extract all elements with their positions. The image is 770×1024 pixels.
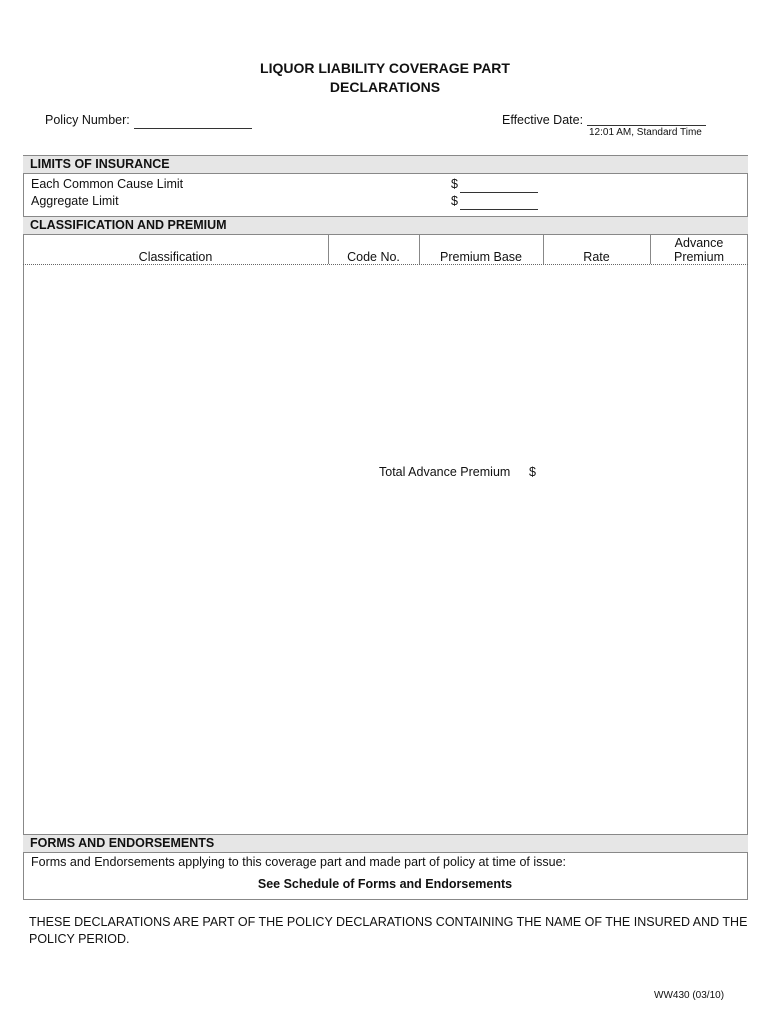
page-title-line1: LIQUOR LIABILITY COVERAGE PART (260, 60, 510, 76)
declarations-statement: THESE DECLARATIONS ARE PART OF THE POLICY DECLARATIONS CONTAINING THE NAME OF THE INSURED AND THE POLICY PERIOD. (29, 915, 748, 946)
aggregate-limit-label: Aggregate Limit (31, 194, 119, 208)
each-common-cause-limit-field[interactable] (460, 178, 538, 193)
column-header-classification: Classification (138, 250, 213, 264)
column-header-code-no: Code No. (347, 250, 400, 264)
column-header-premium-base: Premium Base (440, 250, 522, 264)
effective-time-note: 12:01 AM, Standard Time (589, 127, 702, 138)
aggregate-limit-currency: $ (451, 194, 458, 208)
forms-schedule-note: See Schedule of Forms and Endorsements (257, 877, 513, 891)
effective-date-field[interactable] (587, 111, 706, 126)
policy-number-label: Policy Number: (45, 113, 130, 127)
forms-section-heading: FORMS AND ENDORSEMENTS (23, 834, 748, 853)
each-common-cause-label: Each Common Cause Limit (31, 177, 184, 191)
effective-date-label: Effective Date: (502, 113, 584, 127)
column-header-advance-premium-line1: Advance (674, 236, 724, 250)
total-advance-premium-currency: $ (529, 465, 536, 479)
total-advance-premium-label: Total Advance Premium (379, 465, 511, 479)
aggregate-limit-field[interactable] (460, 195, 538, 210)
classification-entry-area[interactable] (26, 267, 748, 461)
classification-section-heading: CLASSIFICATION AND PREMIUM (23, 216, 748, 235)
forms-description: Forms and Endorsements applying to this coverage part and made part of policy at time of issue: (31, 855, 566, 869)
form-code: WW430 (03/10) (654, 990, 725, 1001)
limits-section-heading: LIMITS OF INSURANCE (23, 155, 748, 174)
header-row-divider (23, 264, 748, 265)
column-header-advance-premium-line2: Premium (673, 250, 724, 264)
each-common-cause-currency: $ (451, 177, 458, 191)
column-header-rate: Rate (583, 250, 610, 264)
page-title-line2: DECLARATIONS (329, 79, 441, 95)
policy-number-field[interactable] (134, 114, 252, 129)
